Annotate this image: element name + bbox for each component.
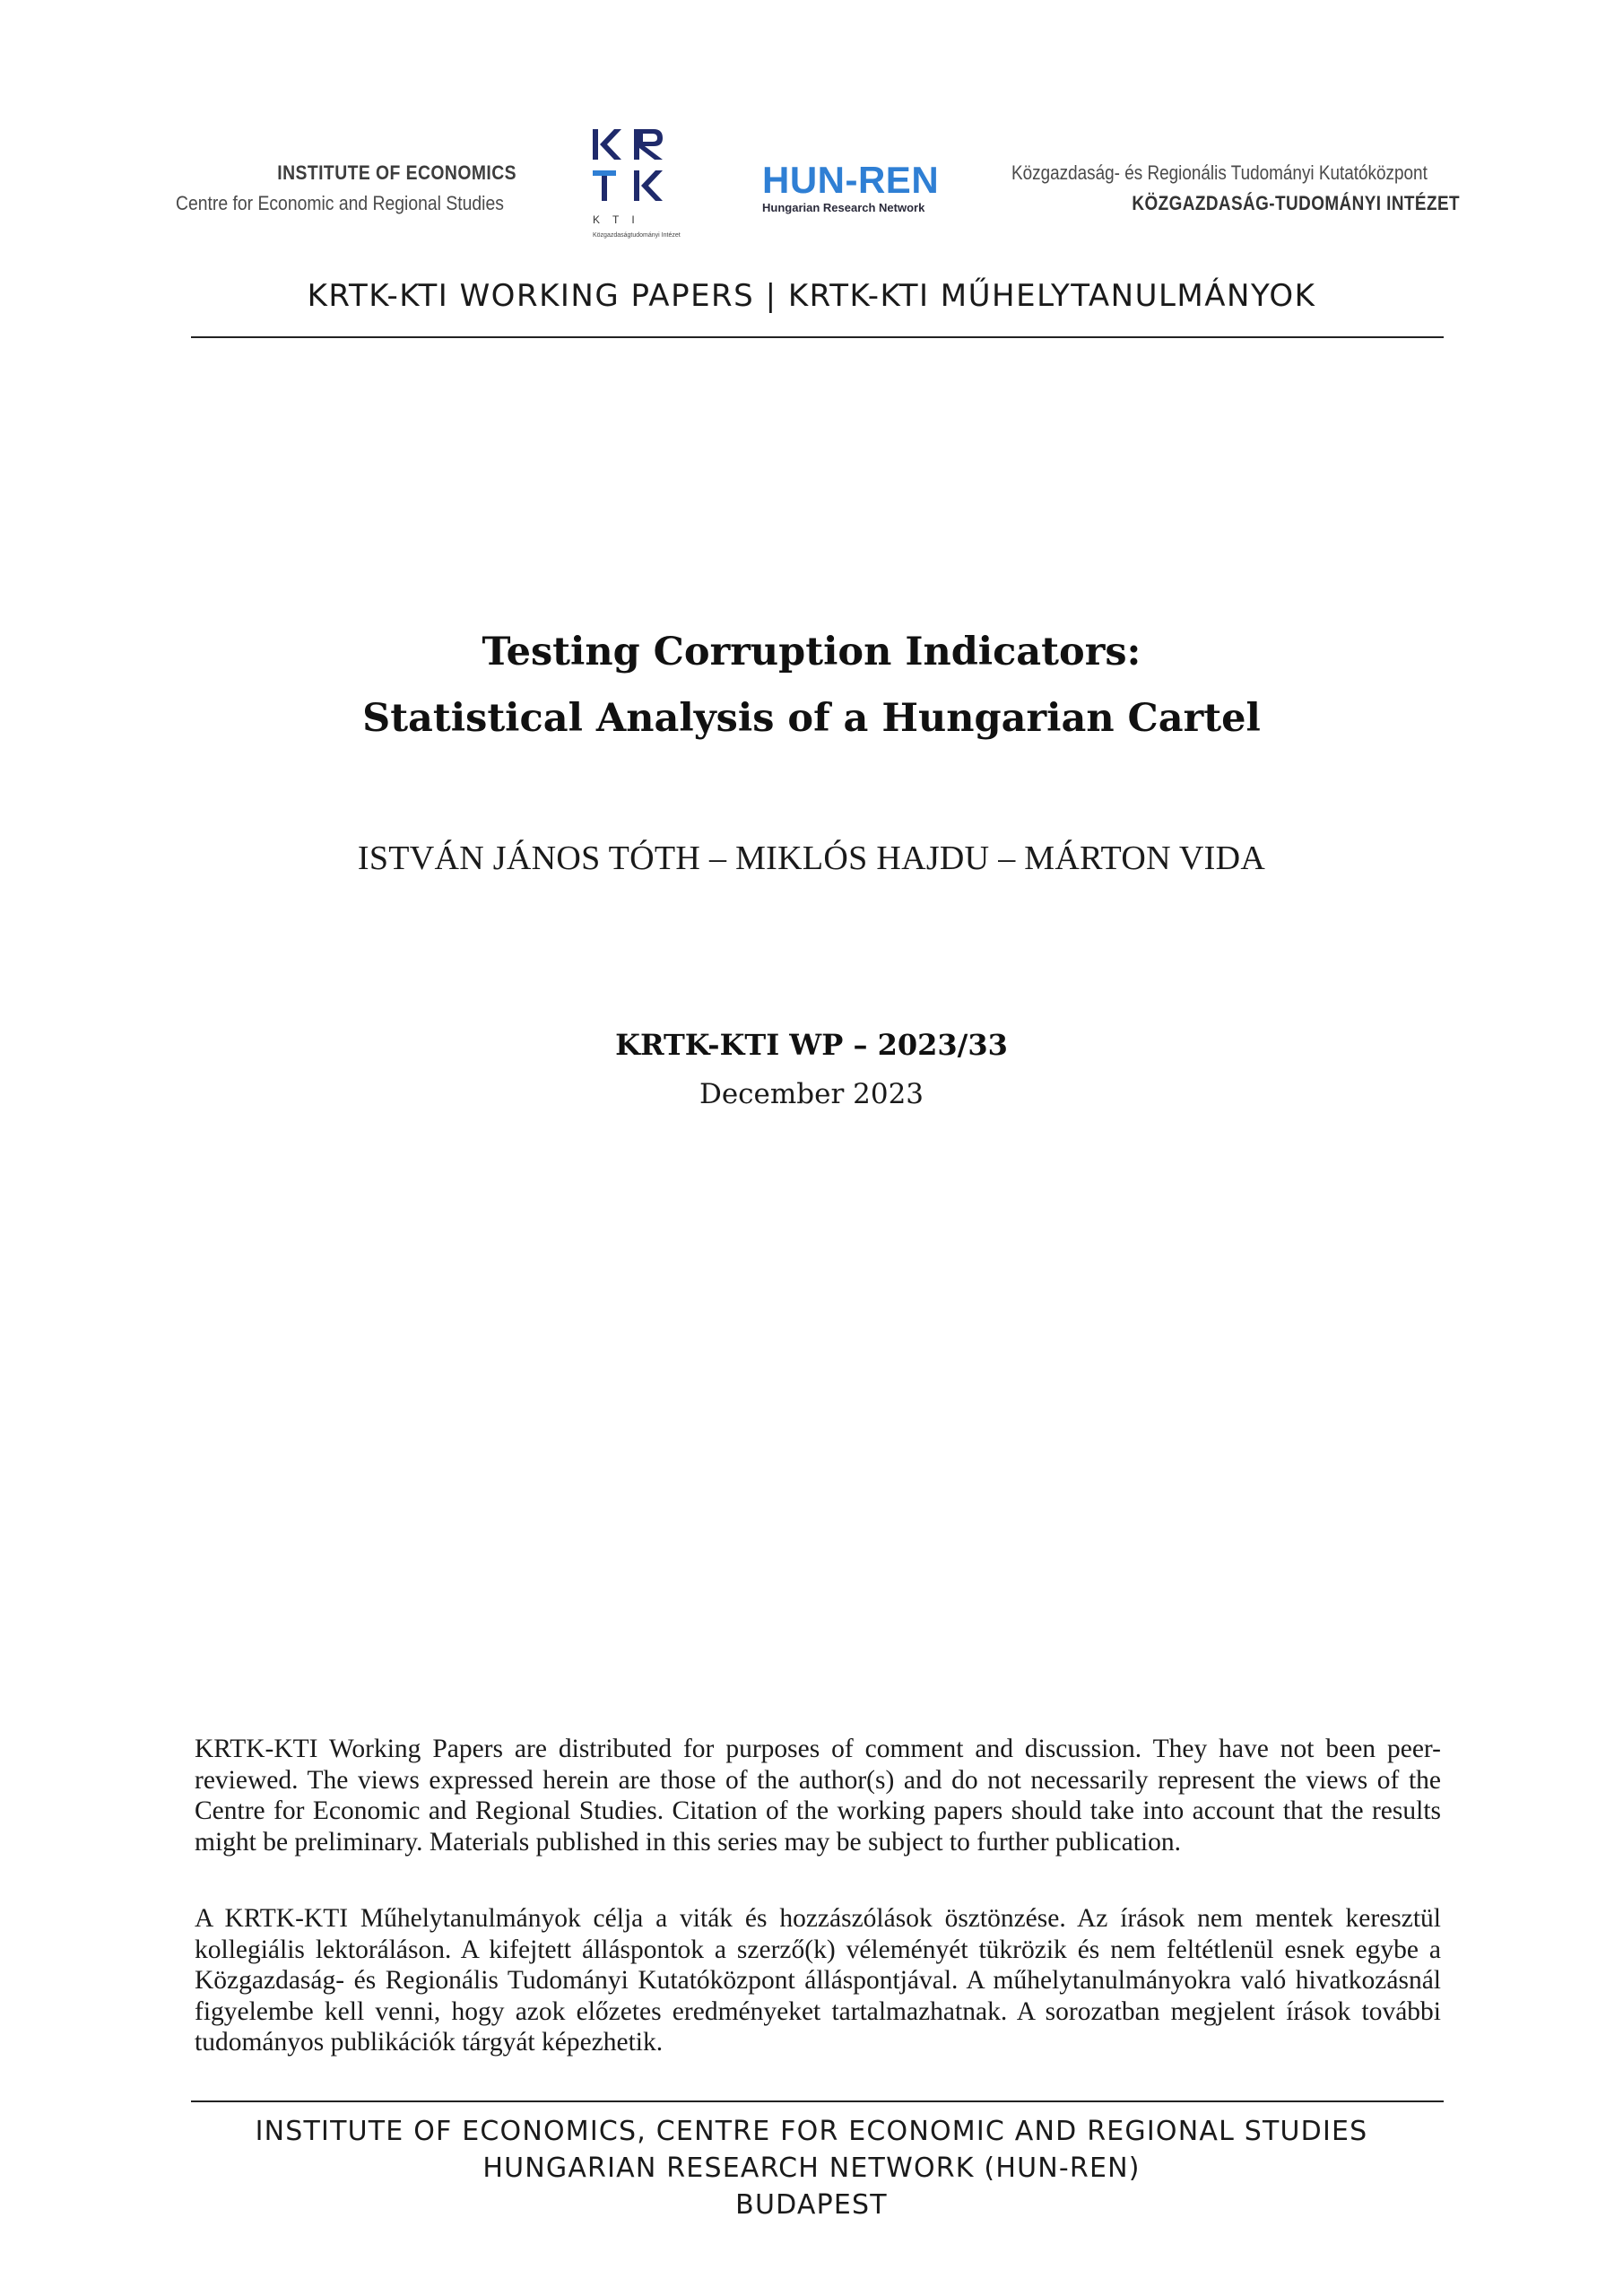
hun-ren-logo <box>762 161 939 214</box>
kozgazdasag-logo-line2: KÖZGAZDASÁG-TUDOMÁNYI INTÉZET <box>1132 192 1460 214</box>
working-paper-number: KRTK-KTI WP – 2023/33 <box>615 1028 1008 1062</box>
header-divider <box>191 336 1444 338</box>
ie-logo-line2: Centre for Economic and Regional Studies <box>176 192 504 214</box>
footer <box>0 2113 1623 2223</box>
hun-ren-subtitle: Hungarian Research Network <box>762 201 925 214</box>
krtk-kti-logo <box>587 124 695 249</box>
kti-initials: KTI <box>593 213 647 226</box>
krtk-logo-mark-icon <box>587 124 677 209</box>
disclaimer-hungarian: A KRTK-KTI Műhelytanulmányok célja a viták és hozzászólások ösztönzése. Az írások nem mentek keresztül kollegiális lektoráláson. A kifejtett álláspontok a szerző(k) véleményét tükrözik és nem feltétlenül esnek egybe a Közgazdaság- és Regionális Tudományi Kutatóközpont álláspontjával. A műhelytanulmányokra való hivatkozásnál figyelembe kell venni, hogy azok előzetes eredményeket tartalmazhatnak. A sorozatban megjelent írások további tudományos publikációk tárgyát képezhetik. <box>195 1904 1441 2057</box>
disclaimer-english: KRTK-KTI Working Papers are distributed for purposes of comment and discussion. They have not been peer-reviewed. The views expressed herein are those of the author(s) and do not necessarily represent the views of the Centre for Economic and Regional Studies. Citation of the working papers should take into account that the results might be preliminary. Materials published in this series may be subject to further publication. <box>195 1735 1441 1857</box>
hun-ren-name: HUN-REN <box>762 159 940 201</box>
footer-line2: HUNGARIAN RESEARCH NETWORK (HUN-REN) <box>482 2152 1141 2184</box>
authors: ISTVÁN JÁNOS TÓTH – MIKLÓS HAJDU – MÁRTON VIDA <box>357 839 1266 877</box>
paper-title <box>0 619 1623 752</box>
series-header: KRTK-KTI WORKING PAPERS | KRTK-KTI MŰHELYTANULMÁNYOK <box>307 278 1316 314</box>
publication-date: December 2023 <box>699 1078 924 1110</box>
title-line2: Statistical Analysis of a Hungarian Cartel <box>362 696 1261 741</box>
kozgazdasag-logo-line1: Közgazdaság- és Regionális Tudományi Kutatóközpont <box>1011 161 1428 184</box>
institute-of-economics-logo <box>176 161 516 215</box>
title-line1: Testing Corruption Indicators: <box>482 630 1141 674</box>
footer-line3: BUDAPEST <box>735 2189 888 2221</box>
ie-logo-line1: INSTITUTE OF ECONOMICS <box>277 161 516 184</box>
kozgazdasag-logo <box>1011 161 1460 215</box>
footer-divider <box>191 2100 1444 2102</box>
footer-line1: INSTITUTE OF ECONOMICS, CENTRE FOR ECONOMIC AND REGIONAL STUDIES <box>255 2116 1368 2147</box>
kti-subtitle: Közgazdaságtudományi Intézet <box>593 232 681 239</box>
logo-bar <box>0 117 1623 251</box>
